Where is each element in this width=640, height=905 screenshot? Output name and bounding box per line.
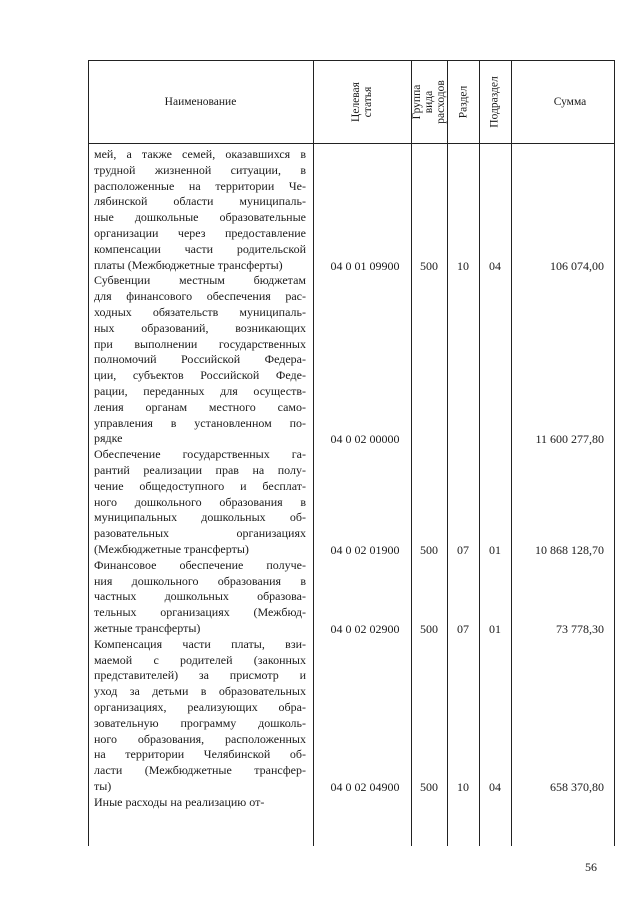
row-sum: 11 600 277,80 — [535, 432, 604, 447]
row-name-line: рации, переданных для осуществ- — [94, 383, 306, 398]
row-target-code: 04 0 02 01900 — [330, 543, 400, 557]
row-name — [94, 795, 306, 811]
row-name-line: (Межбюджетные трансферты) — [94, 541, 249, 556]
row-sum: 10 868 128,70 — [535, 543, 604, 557]
row-name-line: ходных обязательств муниципаль- — [94, 304, 306, 319]
header-group-label: Группа вида расходов — [411, 79, 447, 124]
row-name-line: муниципальных дошкольных об- — [94, 510, 306, 525]
row-name-line: маемой с родителей (законных — [94, 652, 306, 667]
row-name-line: ния дошкольного образования в — [94, 573, 306, 588]
row-expense-group: 500 — [420, 258, 438, 273]
row-target-code: 04 0 02 04900 — [330, 780, 400, 794]
row-name-line: ного дошкольного образования в — [94, 494, 306, 509]
header-target-label: Целевая статья — [350, 81, 374, 122]
row-name-line: организации через предоставление — [94, 225, 306, 240]
row-name-line: Компенсация части платы, взи- — [94, 636, 306, 651]
row-target-code: 04 0 02 02900 — [330, 622, 400, 636]
row-name-line: тельных организациях (Межбюд- — [94, 605, 306, 620]
row-name — [94, 447, 306, 558]
row-name-line: ласти (Межбюджетные трансфер- — [94, 763, 306, 778]
header-subsection — [479, 60, 511, 143]
row-name-line: ты) — [94, 778, 112, 793]
row-name-line: зовательную программу дошколь- — [94, 715, 306, 730]
row-name-line: трудной жизненной ситуации, в — [94, 162, 306, 177]
header-group — [411, 60, 447, 143]
header-section-label: Раздел — [457, 85, 469, 118]
column-divider — [614, 60, 615, 846]
header-section — [447, 60, 479, 143]
row-name-line: жетные трансферты) — [94, 620, 201, 635]
row-target-code: 04 0 02 00000 — [330, 432, 400, 447]
row-name — [94, 558, 306, 637]
header-sum: Сумма — [553, 96, 587, 108]
row-name-line: ления органам местного само- — [94, 399, 306, 414]
row-name-line: разовательных организациях — [94, 526, 306, 541]
row-name-line: ных образований, возникающих — [94, 320, 306, 335]
row-sum: 658 370,80 — [550, 780, 604, 794]
column-divider — [447, 60, 448, 846]
column-divider — [511, 60, 512, 846]
row-name — [94, 637, 306, 795]
row-subsection: 01 — [489, 622, 501, 636]
header-target — [313, 60, 411, 143]
column-divider — [479, 60, 480, 846]
row-name-line: управления в установленном по- — [94, 415, 306, 430]
row-name-line: для финансового обеспечения рас- — [94, 289, 306, 304]
column-divider — [313, 60, 314, 846]
row-name-line: ные дошкольные образовательные — [94, 210, 306, 225]
row-section: 07 — [457, 622, 469, 636]
row-section: 07 — [457, 543, 469, 557]
row-name-line: при выполнении государственных — [94, 336, 306, 351]
row-name-line: уход за детьми в образовательных — [94, 684, 306, 699]
page-number: 56 — [585, 860, 597, 874]
row-name-line: на территории Челябинской об- — [94, 747, 306, 762]
row-name-line: частных дошкольных образова- — [94, 589, 306, 604]
column-divider — [411, 60, 412, 846]
row-subsection: 04 — [489, 780, 501, 794]
row-name-line: чение общедоступного и бесплат- — [94, 478, 306, 493]
row-name-line: Обеспечение государственных га- — [94, 447, 306, 462]
row-name-line: Финансовое обеспечение получе- — [94, 557, 306, 572]
row-name-line: представителей) за присмотр и — [94, 668, 306, 683]
row-subsection: 01 — [489, 543, 501, 557]
row-section: 10 — [457, 780, 469, 794]
row-name-line: расположенные на территории Че- — [94, 178, 306, 193]
header-bottom-border — [88, 143, 615, 144]
row-expense-group: 500 — [420, 543, 438, 557]
row-section: 10 — [457, 258, 469, 273]
row-name-line: рядке — [94, 431, 123, 446]
row-name-line: организациях, реализующих обра- — [94, 699, 306, 714]
row-name-line: платы (Межбюджетные трансферты) — [94, 257, 283, 272]
row-target-code: 04 0 01 09900 — [330, 258, 400, 273]
row-sum: 73 778,30 — [556, 622, 604, 636]
header-subsection-label: Подраздел — [489, 75, 501, 128]
row-name — [94, 273, 306, 447]
row-expense-group: 500 — [420, 780, 438, 794]
row-expense-group: 500 — [420, 622, 438, 636]
row-name-line: ции, субъектов Российской Феде- — [94, 368, 306, 383]
row-name — [94, 147, 306, 273]
row-name-line: полномочий Российской Федера- — [94, 352, 306, 367]
row-name-line: Субвенции местным бюджетам — [94, 273, 306, 288]
row-sum: 106 074,00 — [550, 258, 604, 273]
row-name-line: компенсации части родительской — [94, 241, 306, 256]
column-divider — [88, 60, 89, 846]
row-subsection: 04 — [489, 258, 501, 273]
row-name-line: мей, а также семей, оказавшихся в — [94, 147, 306, 161]
row-name-line: Иные расходы на реализацию от- — [94, 794, 265, 809]
row-name-line: ного образования, расположенных — [94, 731, 306, 746]
row-name-line: лябинской области муниципаль- — [94, 194, 306, 209]
row-name-line: рантий реализации прав на полу- — [94, 462, 306, 477]
header-name: Наименование — [164, 96, 237, 108]
